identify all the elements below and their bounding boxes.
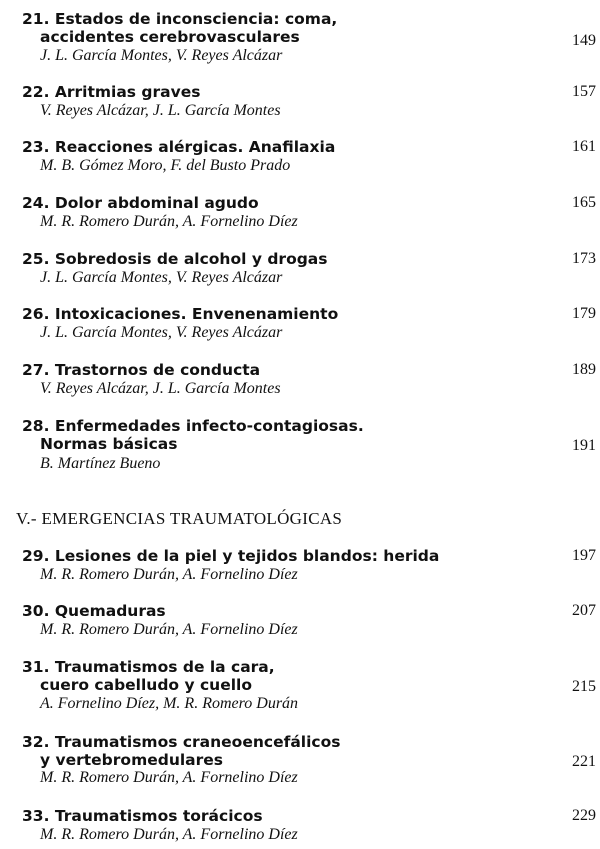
- entry-title-line: 31. Traumatismos de la cara,: [22, 658, 275, 676]
- entry-page-number: 173: [572, 250, 596, 267]
- entry-title-line: 22. Arritmias graves: [22, 83, 201, 101]
- entry-page-number: 197: [572, 547, 596, 564]
- entry-authors: M. R. Romero Durán, A. Fornelino Díez: [40, 826, 298, 843]
- entry-authors: M. R. Romero Durán, A. Fornelino Díez: [40, 621, 298, 638]
- entry-title-line: cuero cabelludo y cuello: [40, 676, 252, 694]
- entry-authors: B. Martínez Bueno: [40, 455, 161, 472]
- entry-page-number: 161: [572, 138, 596, 155]
- entry-title-line: 28. Enfermedades infecto-contagiosas.: [22, 417, 364, 435]
- entry-title-line: 23. Reacciones alérgicas. Anafilaxia: [22, 138, 336, 156]
- entry-authors: M. R. Romero Durán, A. Fornelino Díez: [40, 769, 298, 786]
- entry-title-line: accidentes cerebrovasculares: [40, 28, 300, 46]
- entry-title-line: 25. Sobredosis de alcohol y drogas: [22, 250, 328, 268]
- entry-title-line: 24. Dolor abdominal agudo: [22, 194, 259, 212]
- entry-title-line: 32. Traumatismos craneoencefálicos: [22, 733, 341, 751]
- entry-title-line: 30. Quemaduras: [22, 602, 166, 620]
- entry-page-number: 207: [572, 602, 596, 619]
- entry-title-line: 29. Lesiones de la piel y tejidos blandos: herida: [22, 547, 440, 565]
- entry-page-number: 229: [572, 807, 596, 824]
- entry-title-line: y vertebromedulares: [40, 751, 224, 769]
- entry-page-number: 221: [572, 753, 596, 770]
- entry-page-number: 215: [572, 678, 596, 695]
- entry-title-line: 26. Intoxicaciones. Envenenamiento: [22, 305, 339, 323]
- entry-authors: A. Fornelino Díez, M. R. Romero Durán: [40, 695, 299, 712]
- entry-authors: M. R. Romero Durán, A. Fornelino Díez: [40, 213, 298, 230]
- entry-title-line: 21. Estados de inconsciencia: coma,: [22, 10, 338, 28]
- entry-page-number: 165: [572, 194, 596, 211]
- entry-authors: M. B. Gómez Moro, F. del Busto Prado: [40, 157, 291, 174]
- entry-authors: V. Reyes Alcázar, J. L. García Montes: [40, 102, 281, 119]
- section-heading: V.- EMERGENCIAS TRAUMATOLÓGICAS: [16, 509, 343, 528]
- entry-page-number: 149: [572, 32, 596, 49]
- entry-authors: J. L. García Montes, V. Reyes Alcázar: [40, 269, 283, 286]
- entry-page-number: 189: [572, 361, 596, 378]
- entry-authors: M. R. Romero Durán, A. Fornelino Díez: [40, 566, 298, 583]
- entry-authors: J. L. García Montes, V. Reyes Alcázar: [40, 324, 283, 341]
- entry-title-line: 33. Traumatismos torácicos: [22, 807, 263, 825]
- entry-authors: J. L. García Montes, V. Reyes Alcázar: [40, 47, 283, 64]
- entry-page-number: 179: [572, 305, 596, 322]
- entry-page-number: 157: [572, 83, 596, 100]
- entry-page-number: 191: [572, 437, 596, 454]
- entry-authors: V. Reyes Alcázar, J. L. García Montes: [40, 380, 281, 397]
- entry-title-line: 27. Trastornos de conducta: [22, 361, 261, 379]
- entry-title-line: Normas básicas: [40, 435, 178, 453]
